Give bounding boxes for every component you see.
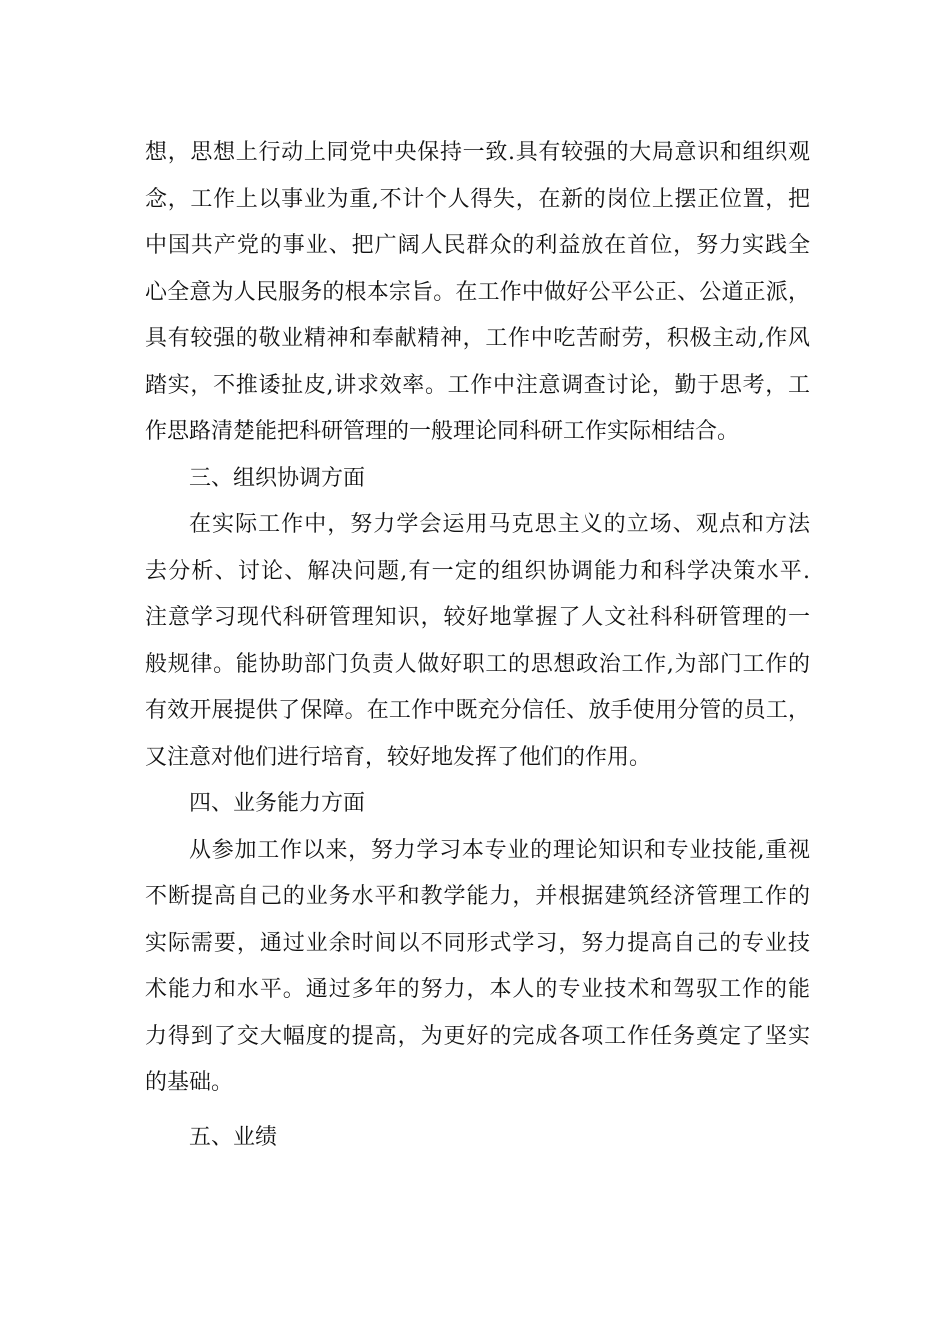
text-line: 般规律。能协助部门负责人做好职工的思想政治工作,为部门工作的 (145, 651, 810, 677)
paragraph-political-stance (145, 130, 810, 456)
text-line: 注意学习现代科研管理知识，较好地掌握了人文社科科研管理的一 (145, 605, 810, 630)
text-line: 不断提高自己的业务水平和教学能力，并根据建筑经济管理工作的 (145, 884, 810, 909)
spacer (145, 1107, 810, 1115)
text-line: 想，思想上行动上同党中央保持一致.具有较强的大局意识和组织观 (145, 140, 810, 165)
text-line: 心全意为人民服务的根本宗旨。在工作中做好公平公正、公道正派， (145, 279, 810, 305)
text-line: 有效开展提供了保障。在工作中既充分信任、放手使用分管的员工， (145, 698, 810, 723)
section-heading-business-ability: 四、业务能力方面 (189, 791, 366, 816)
text-line: 术能力和水平。通过多年的努力，本人的专业技术和驾驭工作的能 (145, 977, 810, 1002)
text-line: 实际需要，通过业余时间以不同形式学习，努力提高自己的专业技 (145, 930, 810, 956)
document-body (145, 130, 810, 1161)
section-heading-achievements: 五、业绩 (189, 1124, 278, 1150)
text-line: 在实际工作中，努力学会运用马克思主义的立场、观点和方法 (189, 512, 810, 537)
section-heading-organization: 三、组织协调方面 (189, 465, 366, 491)
text-line: 踏实，不推诿扯皮,讲求效率。工作中注意调查讨论，勤于思考，工 (145, 372, 810, 398)
text-line: 去分析、讨论、解决问题,有一定的组织协调能力和科学决策水平. (145, 558, 810, 584)
paragraph-business-ability (145, 828, 810, 1107)
text-line: 作思路清楚能把科研管理的一般理论同科研工作实际相结合。 (145, 419, 740, 444)
paragraph-organization (145, 502, 810, 781)
text-line: 念，工作上以事业为重,不计个人得失，在新的岗位上摆正位置，把 (145, 186, 810, 212)
text-line: 又注意对他们进行培育，较好地发挥了他们的作用。 (145, 744, 652, 770)
text-line: 的基础。 (145, 1070, 234, 1095)
text-line: 具有较强的敬业精神和奉献精神，工作中吃苦耐劳，积极主动,作风 (145, 326, 810, 351)
text-line: 从参加工作以来，努力学习本专业的理论知识和专业技能,重视 (189, 837, 810, 863)
text-line: 力得到了交大幅度的提高，为更好的完成各项工作任务奠定了坚实 (145, 1023, 810, 1049)
text-line: 中国共产党的事业、把广阔人民群众的利益放在首位，努力实践全 (145, 233, 810, 258)
